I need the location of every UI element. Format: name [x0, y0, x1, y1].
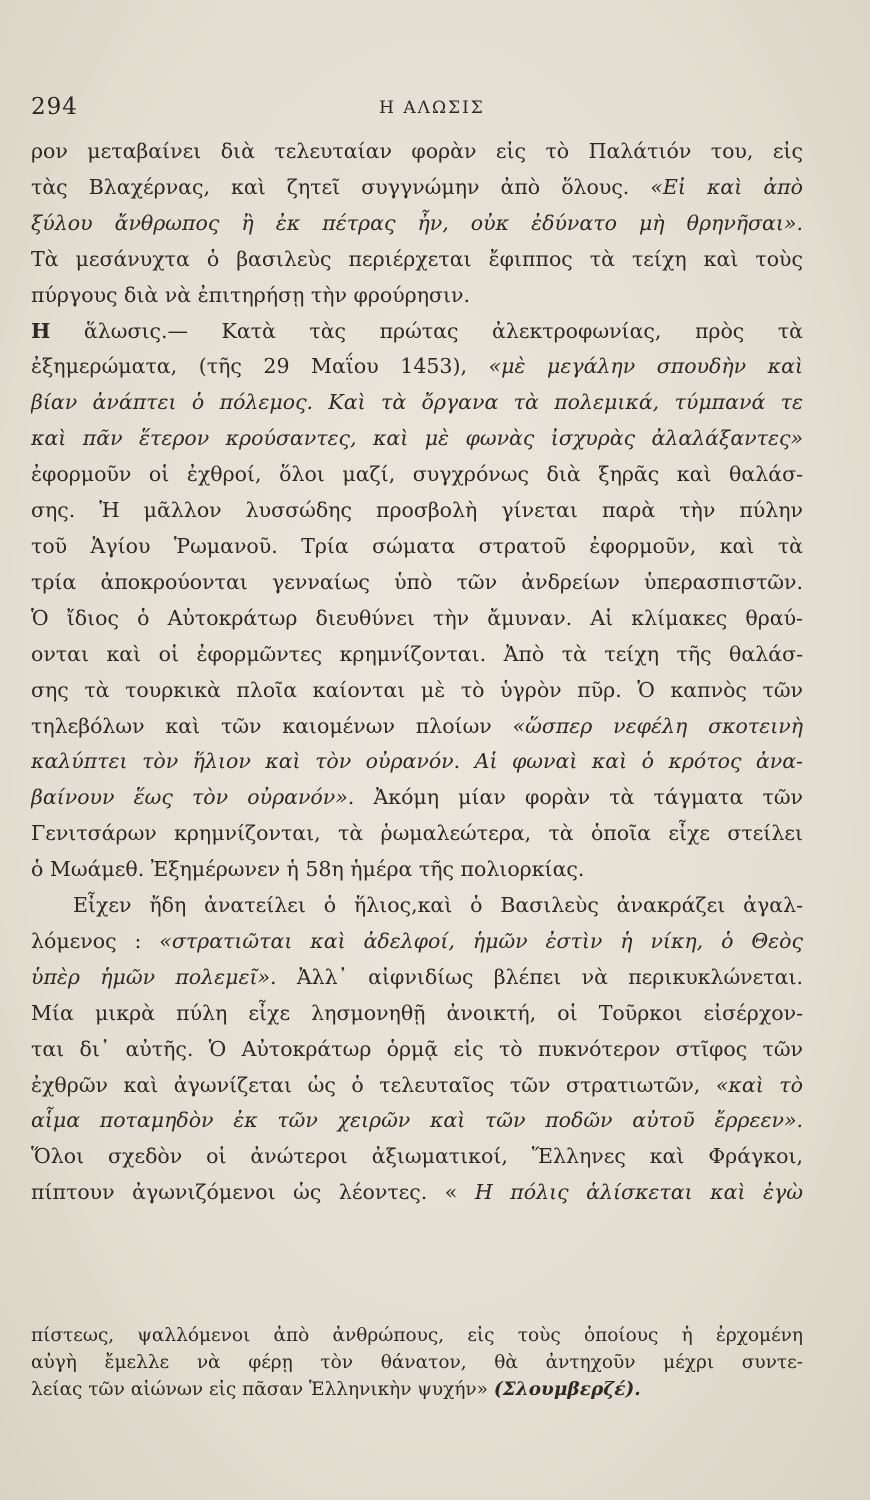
text-run: «ὥσπερ νεφέλη σκοτεινὴ	[512, 713, 803, 738]
footnote-line	[31, 1349, 803, 1376]
text-run: Ἀλλ᾿ αἰφνιδίως βλέπει νὰ περικυκλώνεται.	[276, 964, 803, 989]
text-run: ἅλωσις.— Κατὰ τὰς πρώτας ἀλεκτροφωνίας, πρὸς τὰ	[50, 318, 803, 343]
text-run: λόμενος :	[31, 928, 160, 953]
text-run: ἐξημερώματα, (τῆς 29 Μαΐου 1453),	[31, 354, 489, 379]
text-line	[31, 709, 803, 745]
text-line	[31, 780, 803, 816]
text-run: αἷμα ποταμηδὸν ἐκ τῶν χειρῶν καὶ τῶν ποδῶν αὐτοῦ ἔρρεεν».	[31, 1108, 803, 1133]
text-run: Ὁ ἴδιος ὁ Αὐτοκράτωρ διευθύνει τὴν ἄμυναν. Αἱ κλίμακες θραύ-	[31, 605, 803, 630]
text-line	[31, 924, 803, 960]
text-run: ρον μεταβαίνει διὰ τελευταίαν φορὰν εἰς τὸ Παλάτιόν του, εἰς	[31, 139, 803, 163]
text-run: Μία μικρὰ πύλη εἶχε λησμονηθῇ ἀνοικτή, οἱ Τοῦρκοι εἰσέρχον-	[31, 1000, 803, 1025]
text-run: «μὲ μεγάλην σπουδὴν καὶ	[488, 354, 803, 379]
text-line	[31, 385, 803, 421]
text-run: Η πόλις ἁλίσκεται καὶ ἐγὼ	[474, 1180, 803, 1205]
text-run: πίστεως, ψαλλόμενοι ἀπὸ ἀνθρώπους, εἰς τοὺς ὁποίους ἡ ἐρχομένη	[31, 1325, 803, 1346]
text-run: πύργους διὰ νὰ ἐπιτηρήσῃ τὴν φρούρησιν.	[31, 282, 471, 307]
text-run: βαίνουν ἕως τὸν οὐρανόν».	[31, 785, 355, 810]
text-run: Η	[31, 318, 51, 343]
text-line	[31, 278, 803, 314]
text-run: τοῦ Ἁγίου Ῥωμανοῦ. Τρία σώματα στρατοῦ ἐφορμοῦν, καὶ τὰ	[31, 533, 803, 558]
text-run: τρία ἀποκρούονται γενναίως ὑπὸ τῶν ἀνδρείων ὑπερασπιστῶν.	[31, 569, 803, 594]
text-line	[31, 314, 803, 350]
text-run: τηλεβόλων καὶ τῶν καιομένων πλοίων	[31, 713, 513, 738]
text-run: ονται καὶ οἱ ἐφορμῶντες κρημνίζονται. Ἀπὸ τὰ τείχη τῆς θαλάσ-	[31, 641, 803, 666]
text-run: τὰς Βλαχέρνας, καὶ ζητεῖ συγγνώμην ἀπὸ ὅλους.	[31, 174, 651, 199]
footnote	[31, 1322, 803, 1403]
text-run: ἐχθρῶν καὶ ἀγωνίζεται ὡς ὁ τελευταῖος τῶν στρατιωτῶν,	[31, 1072, 716, 1097]
text-line	[31, 852, 803, 888]
text-run: ὁ Μωάμεθ. Ἐξημέρωνεν ἡ 58η ἡμέρα τῆς πολιορκίας.	[31, 857, 585, 882]
text-line	[31, 601, 803, 637]
text-line	[31, 493, 803, 529]
text-run: «καὶ τὸ	[715, 1072, 803, 1097]
footnote-line	[31, 1322, 803, 1349]
page-number: 294	[31, 94, 78, 120]
text-line	[31, 349, 803, 385]
page-header	[31, 94, 803, 128]
text-run: σης τὰ τουρκικὰ πλοῖα καίονται μὲ τὸ ὑγρὸν πῦρ. Ὁ καπνὸς τῶν	[31, 677, 803, 702]
text-line	[31, 421, 803, 457]
running-head: Η ΑΛΩΣΙΣ	[379, 98, 485, 118]
text-line	[31, 888, 803, 924]
text-line	[31, 1032, 803, 1068]
main-text	[31, 134, 803, 1211]
text-run: Γενιτσάρων κρημνίζονται, τὰ ῥωμαλεώτερα, τὰ ὁποῖα εἶχε στείλει	[31, 821, 803, 846]
text-line	[31, 1068, 803, 1104]
text-line	[31, 673, 803, 709]
text-run: σης. Ἡ μᾶλλον λυσσώδης προσβολὴ γίνεται παρὰ τὴν πύλην	[31, 498, 803, 523]
text-line	[31, 816, 803, 852]
text-run: αὐγὴ ἔμελλε νὰ φέρῃ τὸν θάνατον, θὰ ἀντηχοῦν μέχρι συντε-	[31, 1352, 803, 1373]
text-line	[31, 637, 803, 673]
text-line	[31, 170, 803, 206]
text-line	[31, 457, 803, 493]
text-run: βίαν ἀνάπτει ὁ πόλεμος. Καὶ τὰ ὄργανα τὰ πολεμικά, τύμπανά τε	[31, 390, 803, 415]
text-run: Ἀκόμη μίαν φορὰν τὰ τάγματα τῶν	[354, 785, 803, 810]
text-line	[31, 996, 803, 1032]
text-run: ὑπὲρ ἡμῶν πολεμεῖ».	[31, 964, 277, 989]
text-line	[31, 1103, 803, 1139]
text-line	[31, 529, 803, 565]
text-run: ξύλου ἄνθρωπος ἢ ἐκ πέτρας ἦν, οὐκ ἐδύνατο μὴ θρηνῆσαι».	[31, 210, 803, 235]
text-line	[31, 1139, 803, 1175]
text-run: καλύπτει τὸν ἥλιον καὶ τὸν οὐρανόν. Αἱ φωναὶ καὶ ὁ κρότος ἀνα-	[31, 749, 803, 774]
text-line	[31, 206, 803, 242]
footnote-line	[31, 1376, 803, 1403]
text-line	[31, 134, 803, 170]
text-line	[31, 242, 803, 278]
text-run: πίπτουν ἀγωνιζόμενοι ὡς λέοντες. «	[31, 1180, 475, 1205]
text-run: καὶ πᾶν ἕτερον κρούσαντες, καὶ μὲ φωνὰς ἰσχυρὰς ἀλαλάξαντες»	[31, 426, 803, 451]
text-run: Εἶχεν ἤδη ἀνατείλει ὁ ἥλιος,καὶ ὁ Βασιλεὺς ἀνακράζει ἀγαλ-	[73, 893, 803, 918]
text-run: (Σλουμβερζέ).	[493, 1379, 641, 1400]
text-line	[31, 565, 803, 601]
text-line	[31, 960, 803, 996]
text-run: «στρατιῶται καὶ ἀδελφοί, ἡμῶν ἐστὶν ἡ νίκη, ὁ Θεὸς	[159, 928, 803, 953]
text-line	[31, 744, 803, 780]
text-run: Τὰ μεσάνυχτα ὁ βασιλεὺς περιέρχεται ἔφιππος τὰ τείχη καὶ τοὺς	[31, 246, 803, 271]
text-run: ται δι᾿ αὐτῆς. Ὁ Αὐτοκράτωρ ὁρμᾷ εἰς τὸ πυκνότερον στῖφος τῶν	[31, 1036, 803, 1061]
text-run: Ὅλοι σχεδὸν οἱ ἀνώτεροι ἀξιωματικοί, Ἕλληνες καὶ Φράγκοι,	[31, 1144, 803, 1169]
text-run: «Εἰ καὶ ἀπὸ	[650, 174, 803, 199]
text-run: ἐφορμοῦν οἱ ἐχθροί, ὅλοι μαζί, συγχρόνως διὰ ξηρᾶς καὶ θαλάσ-	[31, 462, 803, 487]
text-run: λείας τῶν αἰώνων εἰς πᾶσαν Ἑλληνικὴν ψυχήν»	[31, 1379, 494, 1400]
text-line	[31, 1175, 803, 1211]
